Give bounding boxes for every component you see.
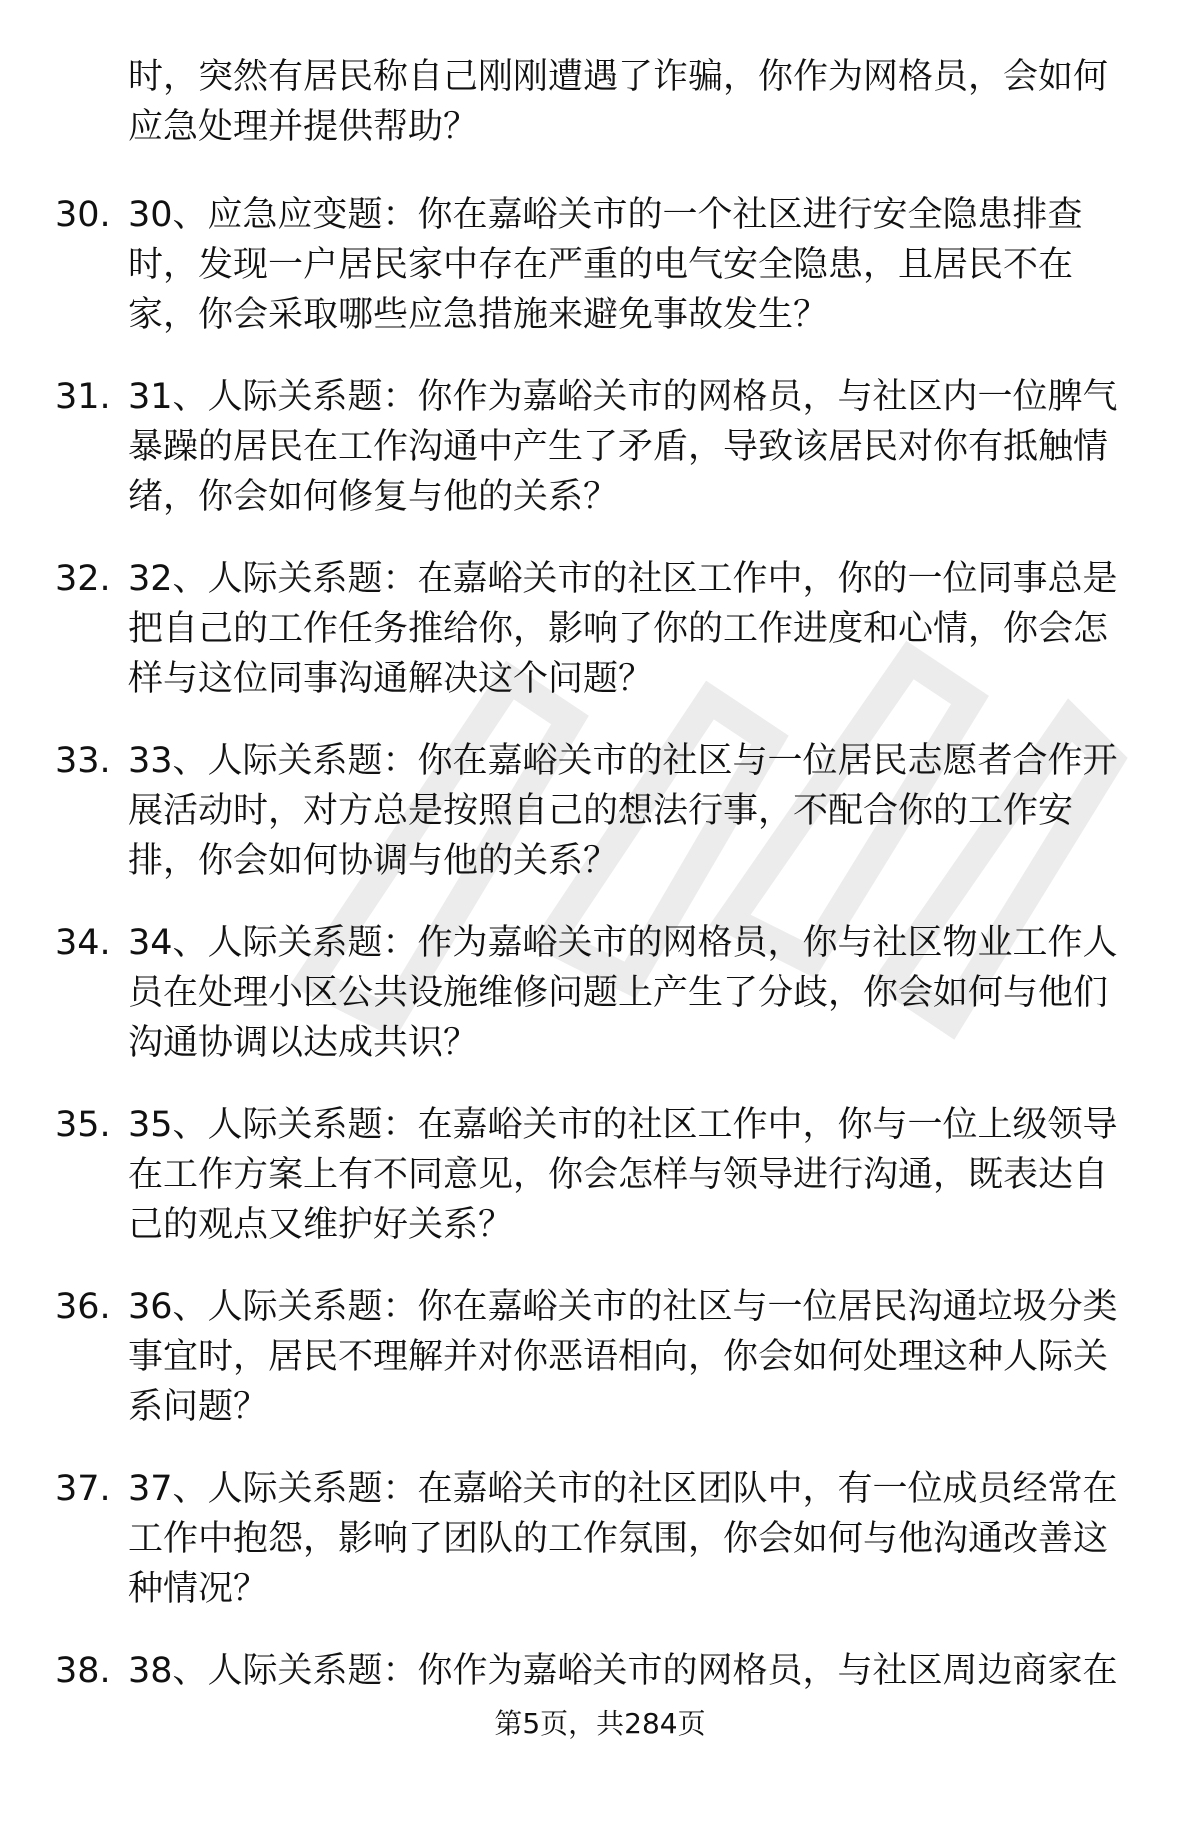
question-number: 38. <box>55 1651 111 1691</box>
question-number: 36. <box>55 1287 111 1327</box>
question-text: 33、人际关系题：你在嘉峪关市的社区与一位居民志愿者合作开展活动时，对方总是按照自己的想法行事，不配合你的工作安排，你会如何协调与他的关系？ <box>128 741 1118 881</box>
question-text: 34、人际关系题：作为嘉峪关市的网格员，你与社区物业工作人员在处理小区公共设施维修问题上产生了分歧，你会如何与他们沟通协调以达成共识？ <box>128 923 1118 1063</box>
page-footer: 第5页，共284页 <box>494 1707 706 1740</box>
list-item <box>0 554 1200 736</box>
question-text: 36、人际关系题：你在嘉峪关市的社区与一位居民沟通垃圾分类事宜时，居民不理解并对你恶语相向，你会如何处理这种人际关系问题？ <box>128 1287 1118 1427</box>
question-number: 37. <box>55 1469 111 1509</box>
list-item <box>0 918 1200 1100</box>
question-number: 31. <box>55 377 111 417</box>
question-text: 31、人际关系题：你作为嘉峪关市的网格员，与社区内一位脾气暴躁的居民在工作沟通中产生了矛盾，导致该居民对你有抵触情绪，你会如何修复与他的关系？ <box>128 377 1118 517</box>
question-text: 37、人际关系题：在嘉峪关市的社区团队中，有一位成员经常在工作中抱怨，影响了团队的工作氛围，你会如何与他沟通改善这种情况？ <box>128 1469 1118 1609</box>
list-item <box>0 190 1200 372</box>
question-number: 32. <box>55 559 111 599</box>
question-number: 35. <box>55 1105 111 1145</box>
question-number: 30. <box>55 195 111 235</box>
list-item <box>0 1282 1200 1464</box>
question-number: 33. <box>55 741 111 781</box>
question-text: 35、人际关系题：在嘉峪关市的社区工作中，你与一位上级领导在工作方案上有不同意见，你会怎样与领导进行沟通，既表达自己的观点又维护好关系？ <box>128 1105 1118 1245</box>
question-text: 38、人际关系题：你作为嘉峪关市的网格员，与社区周边商家在 <box>128 1651 1118 1691</box>
question-number: 34. <box>55 923 111 963</box>
list-item <box>0 1100 1200 1282</box>
question-list <box>0 190 1200 1828</box>
question-text: 32、人际关系题：在嘉峪关市的社区工作中，你的一位同事总是把自己的工作任务推给你，影响了你的工作进度和心情，你会怎样与这位同事沟通解决这个问题？ <box>128 559 1118 699</box>
list-item <box>0 372 1200 554</box>
list-item <box>0 1464 1200 1646</box>
list-item <box>0 736 1200 918</box>
question-text: 30、应急应变题：你在嘉峪关市的一个社区进行安全隐患排查时，发现一户居民家中存在严重的电气安全隐患，且居民不在家，你会采取哪些应急措施来避免事故发生？ <box>128 195 1083 335</box>
continued-question-text: 时，突然有居民称自己刚刚遭遇了诈骗，你作为网格员，会如何应急处理并提供帮助？ <box>128 57 1109 147</box>
